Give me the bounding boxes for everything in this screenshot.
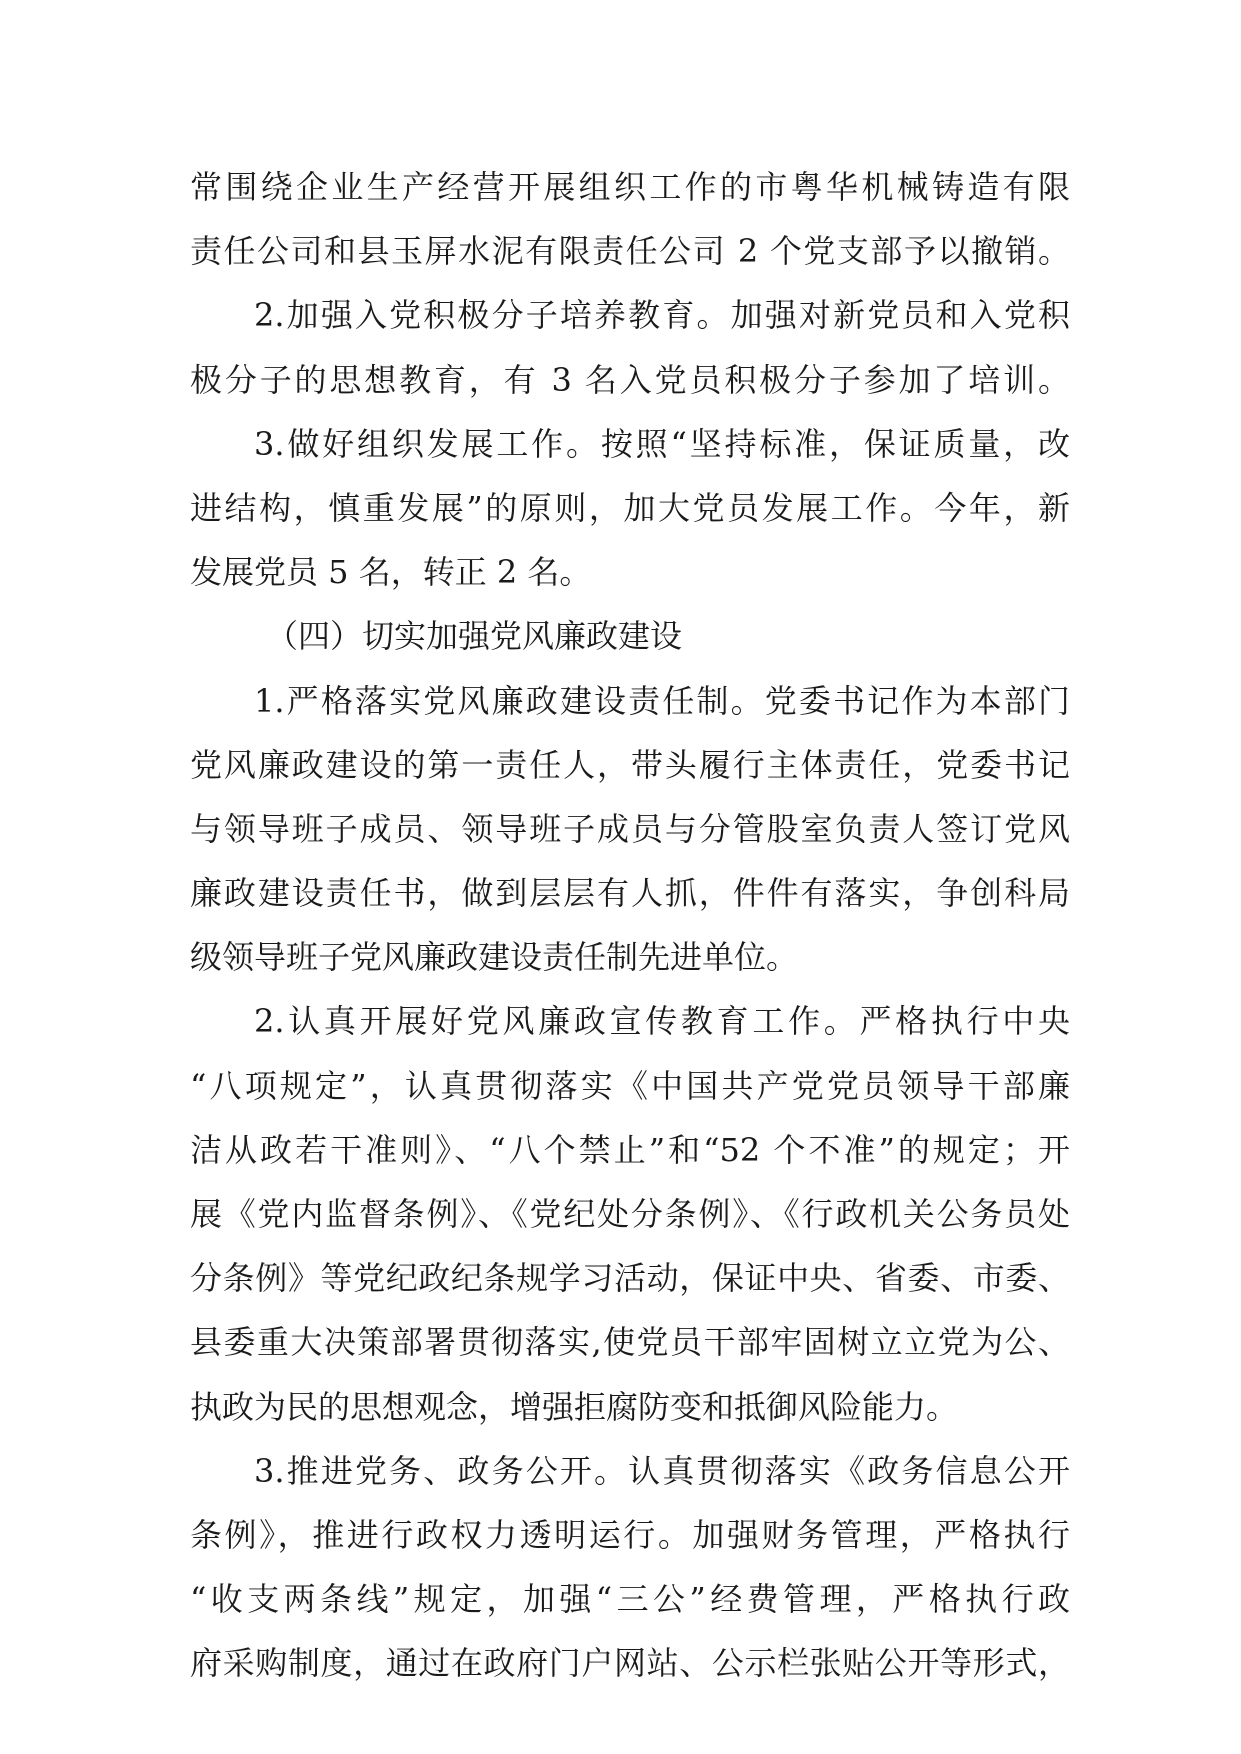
text-line: 县委重大决策部署贯彻落实,使党员干部牢固树立立党为公、 [190,1323,1070,1362]
text-line: 责任公司和县玉屏水泥有限责任公司 2 个党支部予以撤销。 [190,232,1070,271]
text-line: 极分子的思想教育，有 3 名入党员积极分子参加了培训。 [190,360,1070,399]
text-line: 分条例》等党纪政纪条规学习活动，保证中央、省委、市委、 [190,1259,1070,1298]
text-line: “八项规定”，认真贯彻落实《中国共产党党员领导干部廉 [190,1066,1070,1105]
text-line: “收支两条线”规定，加强“三公”经费管理，严格执行政 [190,1580,1070,1619]
paragraph-start-line: 2.加强入党积极分子培养教育。加强对新党员和入党积 [254,296,1070,335]
text-line: 级领导班子党风廉政建设责任制先进单位。 [190,938,799,977]
paragraph-start-line: 2.认真开展好党风廉政宣传教育工作。严格执行中央 [254,1002,1070,1041]
text-line: 展《党内监督条例》、《党纪处分条例》、《行政机关公务员处 [190,1195,1070,1233]
text-line: 执政为民的思想观念，增强拒腐防变和抵御风险能力。 [190,1387,959,1426]
text-line: 与领导班子成员、领导班子成员与分管股室负责人签订党风 [190,809,1070,848]
paragraph-start-line: 3.推进党务、政务公开。认真贯彻落实《政务信息公开 [254,1451,1070,1490]
text-line: 洁从政若干准则》、“八个禁止”和“52 个不准”的规定；开 [190,1130,1070,1169]
section-heading: （四）切实加强党风廉政建设 [266,617,683,656]
paragraph-start-line: 1.严格落实党风廉政建设责任制。党委书记作为本部门 [254,681,1070,720]
text-line: 常围绕企业生产经营开展组织工作的市粤华机械铸造有限 [190,168,1070,206]
text-line: 党风廉政建设的第一责任人，带头履行主体责任，党委书记 [190,745,1070,784]
text-line: 发展党员 5 名，转正 2 名。 [190,553,592,592]
text-line: 条例》，推进行政权力透明运行。加强财务管理，严格执行 [190,1515,1070,1554]
text-line: 府采购制度，通过在政府门户网站、公示栏张贴公开等形式， [190,1644,1070,1683]
paragraph-start-line: 3.做好组织发展工作。按照“坚持标准，保证质量，改 [254,424,1070,463]
document-body [190,155,1070,1696]
text-line: 廉政建设责任书，做到层层有人抓，件件有落实，争创科局 [190,874,1070,913]
text-line: 进结构，慎重发展”的原则，加大党员发展工作。今年，新 [190,488,1070,527]
